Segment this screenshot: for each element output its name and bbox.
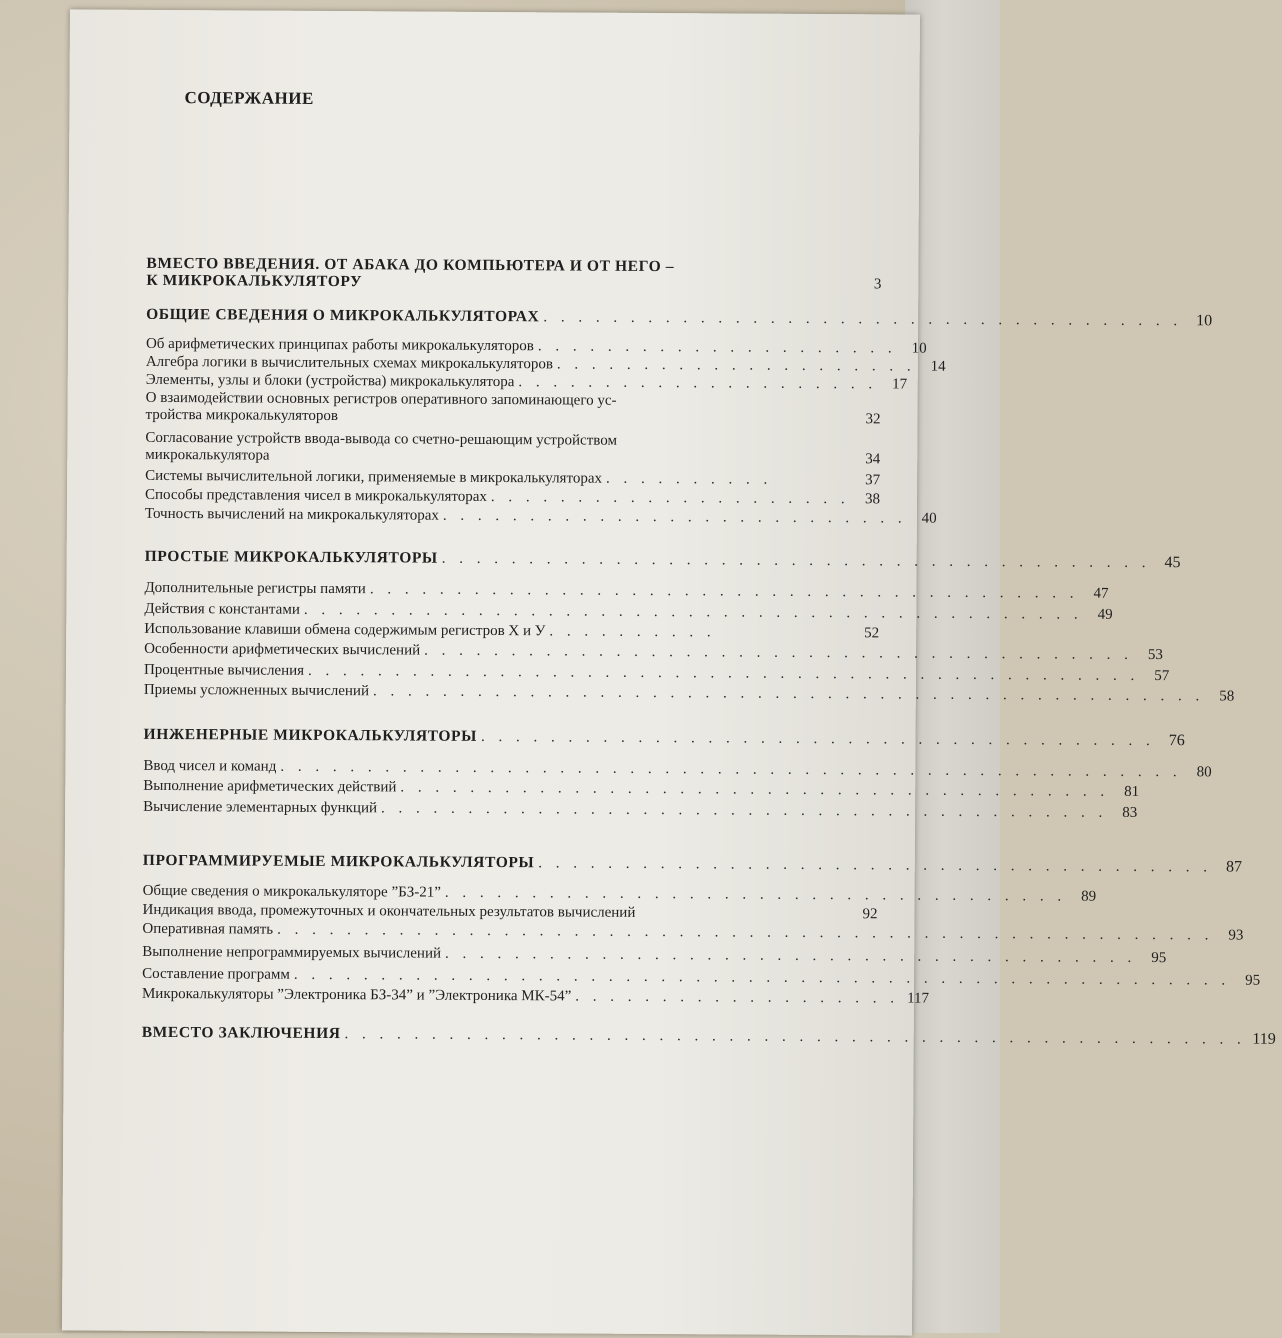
toc-page-number: 40 bbox=[921, 510, 937, 527]
leader-dots: . . . . . . . . . . . . . . . . . . . . . . . . . . . . . . . . . . . . . . . . . bbox=[369, 581, 1079, 602]
toc-page-number: 76 bbox=[1168, 732, 1185, 750]
toc-item-title: Алгебра логики в вычислительных схемах микрокалькуляторов bbox=[145, 353, 554, 373]
toc-item bbox=[145, 487, 880, 508]
toc-page-number: 14 bbox=[930, 358, 946, 375]
toc-page-number: 93 bbox=[1228, 927, 1244, 944]
book-page bbox=[62, 9, 1276, 1335]
toc-line: тройства микрокалькуляторов bbox=[145, 406, 339, 425]
toc-item bbox=[144, 621, 879, 642]
leader-dots: . . . . . . . . . . . . . . . . . . . . . bbox=[518, 374, 878, 393]
toc-line: ВМЕСТО ВВЕДЕНИЯ. ОТ АБАКА ДО КОМПЬЮТЕРА И ОТ НЕГО – bbox=[146, 254, 675, 276]
toc-section bbox=[142, 851, 1243, 876]
toc-page-number: 89 bbox=[1081, 888, 1097, 905]
leader-dots: . . . . . . . . . . . . . . . . . . . . . . . . . . . . . . . . . . . . . . . bbox=[538, 855, 1213, 876]
toc-page-number: 57 bbox=[1154, 668, 1170, 685]
leader-dots bbox=[639, 922, 847, 923]
leader-dots: . . . . . . . . . . . . . . . . . . . . . . . . . . . . . . . . . . . . . bbox=[543, 309, 1183, 330]
toc-item-title: Вычисление элементарных функций bbox=[143, 798, 378, 817]
toc-section bbox=[143, 725, 1185, 750]
toc-page-number: 10 bbox=[911, 340, 927, 357]
toc-page-number: 95 bbox=[1245, 972, 1261, 989]
toc-page-number: 117 bbox=[907, 990, 930, 1007]
toc-item-title: Выполнение арифметических действий bbox=[143, 777, 397, 796]
toc-section-title: ПРОСТЫЕ МИКРОКАЛЬКУЛЯТОРЫ bbox=[144, 547, 438, 567]
leader-dots: . . . . . . . . . . . . . . . . . . . . . . . . . . . . . . . . . . . . . . . . . bbox=[400, 779, 1110, 800]
leader-dots: . . . . . . . . . . . . . . . . . . . . . . . . . . . . . . . . . . . . . . . . . . . . . . . . bbox=[308, 662, 1140, 684]
leader-dots: . . . . . . . . . . . . . . . . . . . bbox=[575, 988, 900, 1007]
toc-item-title: Приемы усложненных вычислений bbox=[143, 681, 370, 700]
leader-dots: . . . . . . . . . . . . . . . . . . . . . . . . . . . . . . . . . . . . . . . . . . bbox=[380, 800, 1108, 821]
toc-item-title: Использование клавиши обмена содержимым регистров X и У bbox=[144, 620, 546, 640]
toc-page-number: 52 bbox=[864, 625, 880, 642]
toc-page-number: 87 bbox=[1225, 858, 1243, 876]
toc-item-title: Особенности арифметических вычислений bbox=[144, 640, 421, 659]
toc-item-multiline bbox=[145, 430, 805, 468]
leader-dots: . . . . . . . . . . . . . . . . . . . . . . . . . . . . . . . . . . . . bbox=[444, 884, 1067, 905]
toc-item bbox=[142, 965, 1261, 989]
toc-item bbox=[142, 902, 877, 923]
leader-dots: . . . . . . . . . . . . . . . . . . . . . . . . . . . . . . . . . . . . . . . . . . . . . . . . . . . . bbox=[344, 1026, 1246, 1048]
toc-item-title: Микрокалькуляторы ”Электроника БЗ-34” и ”Электроника МК-54” bbox=[141, 985, 572, 1005]
toc-item-title: Системы вычислительной логики, применяемые в микрокалькуляторах bbox=[145, 467, 603, 487]
leader-dots: . . . . . . . . . . bbox=[549, 623, 716, 641]
toc-item-title: Индикация ввода, промежуточных и окончательных результатов вычислений bbox=[142, 901, 636, 921]
toc-page-number: 95 bbox=[1151, 950, 1167, 967]
toc-item-title: Выполнение непрограммируемых вычислений bbox=[142, 943, 442, 962]
toc-item-title: Ввод чисел и команд bbox=[143, 757, 277, 775]
toc-section-title: ПРОГРАММИРУЕМЫЕ МИКРОКАЛЬКУЛЯТОРЫ bbox=[142, 851, 535, 872]
toc-section bbox=[144, 547, 1181, 572]
toc-page-number: 83 bbox=[1122, 804, 1138, 821]
leader-dots: . . . . . . . . . . . . . . . . . . . . . bbox=[556, 356, 916, 375]
leader-dots: . . . . . . . . . . . . . . . . . . . . . . . . . . . . . . . . . . . . . . . . . . . . . . . . . . . . . . bbox=[277, 921, 1214, 944]
toc-section-title: ВМЕСТО ЗАКЛЮЧЕНИЯ bbox=[141, 1023, 341, 1043]
toc-item bbox=[141, 985, 930, 1007]
toc-page-number: 32 bbox=[865, 411, 881, 428]
toc-item-title: Оперативная память bbox=[142, 920, 274, 938]
toc-item-title: Способы представления чисел в микрокалькуляторах bbox=[144, 486, 487, 505]
toc-item bbox=[144, 579, 1109, 602]
leader-dots: . . . . . . . . . . . . . . . . . . . . . . . . . . . . . . . . . . . . . . . . . bbox=[441, 550, 1151, 572]
leader-dots: . . . . . . . . . . . . . . . . . . . . . . . . . . . . . . . . . . . . . . . . bbox=[444, 945, 1137, 966]
toc-page-number: 81 bbox=[1124, 783, 1140, 800]
toc-item bbox=[145, 468, 880, 489]
toc-item-title: Об арифметических принципах работы микрокалькуляторов bbox=[145, 335, 534, 355]
toc-line: Согласование устройств ввода-вывода со счетно-решающим устройством bbox=[145, 429, 618, 449]
page-heading: СОДЕРЖАНИЕ bbox=[184, 88, 314, 108]
toc-page-number: 49 bbox=[1097, 606, 1113, 623]
table-of-contents bbox=[62, 9, 1276, 1335]
leader-dots: . . . . . . . . . . . . . . . . . . . . . . . . . . . . . . . . . . . . . . . . . . . . . . . . bbox=[372, 683, 1205, 705]
toc-item bbox=[142, 920, 1244, 944]
leader-dots: . . . . . . . . . . . . . . . . . . . . . . . . . . . . . . . . . . . . . . . . . . . . . bbox=[303, 601, 1083, 623]
toc-item-title: Действия с константами bbox=[144, 600, 300, 618]
toc-page-number: 53 bbox=[1147, 647, 1163, 664]
toc-item-title: Элементы, узлы и блоки (устройства) микрокалькулятора bbox=[145, 371, 515, 391]
leader-dots: . . . . . . . . . . . . . . . . . . . . . . . . . . . bbox=[442, 507, 907, 527]
toc-item-title: Точность вычислений на микрокалькуляторах bbox=[144, 505, 439, 524]
toc-item bbox=[144, 505, 937, 527]
toc-item-title: Процентные вычисления bbox=[143, 661, 305, 679]
toc-page-number: 92 bbox=[862, 906, 878, 923]
toc-item-title: Составление программ bbox=[142, 965, 290, 983]
toc-page-number: 38 bbox=[864, 491, 881, 508]
toc-section-intro bbox=[146, 255, 806, 293]
toc-section-title: ИНЖЕНЕРНЫЕ МИКРОКАЛЬКУЛЯТОРЫ bbox=[143, 725, 478, 745]
leader-dots: . . . . . . . . . . bbox=[605, 470, 773, 488]
toc-page-number: 10 bbox=[1196, 312, 1213, 330]
toc-item bbox=[144, 640, 1163, 664]
toc-section bbox=[141, 1023, 1276, 1048]
toc-item-title: Дополнительные регистры памяти bbox=[144, 579, 366, 598]
leader-dots: . . . . . . . . . . . . . . . . . . . . . bbox=[490, 488, 850, 508]
toc-line: К МИКРОКАЛЬКУЛЯТОРУ bbox=[146, 271, 363, 291]
toc-item-title: Общие сведения о микрокалькуляторе ”БЗ-21” bbox=[142, 882, 441, 901]
toc-page-number: 47 bbox=[1093, 585, 1109, 602]
leader-dots: . . . . . . . . . . . . . . . . . . . . . bbox=[537, 338, 897, 357]
toc-page-number: 45 bbox=[1164, 554, 1181, 572]
toc-section-title: ОБЩИЕ СВЕДЕНИЯ О МИКРОКАЛЬКУЛЯТОРАХ bbox=[146, 305, 540, 326]
toc-item bbox=[142, 882, 1097, 905]
toc-item bbox=[143, 798, 1138, 821]
leader-dots: . . . . . . . . . . . . . . . . . . . . . . . . . . . . . . . . . . . . . . . . . . . . . . . . . . . . . . bbox=[293, 966, 1231, 989]
toc-page-number: 17 bbox=[892, 376, 908, 393]
toc-item bbox=[144, 600, 1113, 623]
toc-item bbox=[143, 661, 1170, 685]
toc-page-number: 3 bbox=[873, 276, 882, 293]
toc-page-number: 58 bbox=[1219, 688, 1235, 705]
leader-dots: . . . . . . . . . . . . . . . . . . . . . . . . . . . . . . . . . . . . . . . . . bbox=[424, 642, 1133, 663]
leader-dots: . . . . . . . . . . . . . . . . . . . . . . . . . . . . . . . . . . . . . . . . . . . . . . . . . . . . bbox=[280, 758, 1182, 781]
toc-section bbox=[146, 305, 1213, 330]
toc-line: микрокалькулятора bbox=[145, 446, 270, 464]
toc-item-multiline bbox=[145, 390, 805, 428]
toc-item bbox=[143, 681, 1235, 705]
toc-page-number: 37 bbox=[865, 472, 881, 489]
toc-item bbox=[142, 943, 1167, 967]
toc-page-number: 34 bbox=[865, 451, 881, 468]
toc-page-number: 119 bbox=[1252, 1030, 1276, 1048]
toc-item bbox=[143, 757, 1212, 781]
toc-page-number: 80 bbox=[1196, 764, 1212, 781]
toc-item bbox=[143, 777, 1140, 800]
toc-line: О взаимодействии основных регистров оперативного запоминающего ус- bbox=[145, 389, 617, 409]
leader-dots: . . . . . . . . . . . . . . . . . . . . . . . . . . . . . . . . . . . . . . . bbox=[480, 728, 1155, 750]
